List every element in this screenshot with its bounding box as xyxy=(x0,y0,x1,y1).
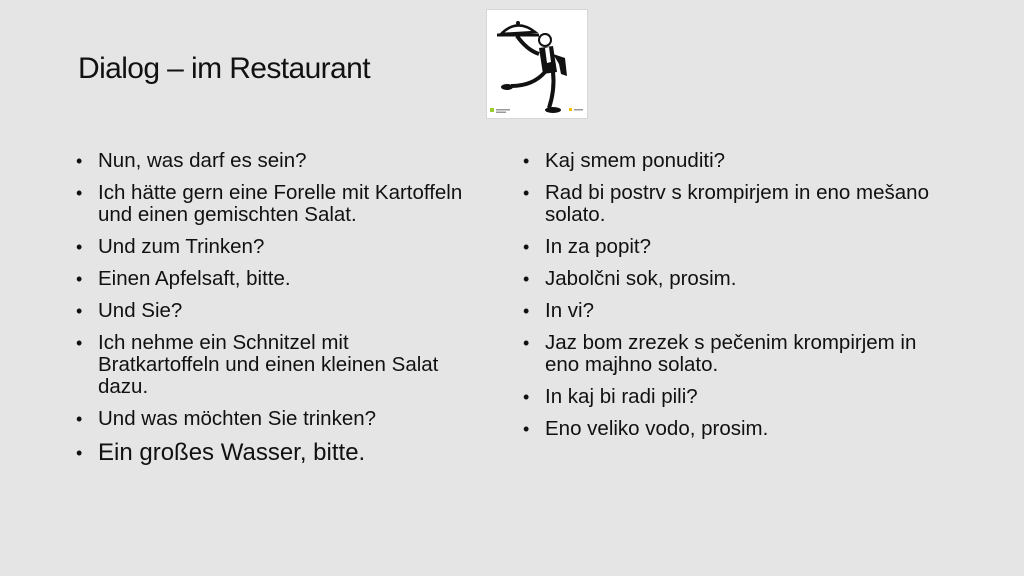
list-item xyxy=(521,268,941,290)
list-item-text: Ich nehme ein Schnitzel mit Bratkartoffeln und einen kleinen Salat dazu. xyxy=(98,331,439,398)
list-item-text: Und Sie? xyxy=(98,299,183,322)
list-item xyxy=(521,150,941,172)
bullet-icon: • xyxy=(76,151,83,171)
list-item-text: Ein großes Wasser, bitte. xyxy=(98,439,366,466)
bullet-icon: • xyxy=(523,419,530,439)
list-item xyxy=(521,300,941,322)
bullet-icon: • xyxy=(523,333,530,353)
bullet-icon: • xyxy=(76,301,83,321)
list-item xyxy=(521,386,941,408)
bullet-icon: • xyxy=(76,333,83,353)
bullet-icon: • xyxy=(76,409,83,429)
bullet-icon: • xyxy=(523,387,530,407)
bullet-icon: • xyxy=(523,183,530,203)
bullet-icon: • xyxy=(76,237,83,257)
list-item xyxy=(74,408,474,430)
list-item xyxy=(74,300,474,322)
list-item-text: Ich hätte gern eine Forelle mit Kartoffeln und einen gemischten Salat. xyxy=(98,181,463,226)
list-item-text: Rad bi postrv s krompirjem in eno mešano solato. xyxy=(545,181,929,226)
bullet-icon: • xyxy=(523,269,530,289)
list-item xyxy=(74,182,474,226)
list-item xyxy=(74,150,474,172)
list-item-text: In kaj bi radi pili? xyxy=(545,385,698,408)
list-item-text: Und zum Trinken? xyxy=(98,235,265,258)
list-item xyxy=(74,332,474,398)
german-dialog-list xyxy=(74,150,474,476)
waiter-with-tray-clipart-icon xyxy=(487,10,587,118)
list-item-text: Eno veliko vodo, prosim. xyxy=(545,417,769,440)
bullet-icon: • xyxy=(523,301,530,321)
list-item xyxy=(74,236,474,258)
list-item xyxy=(521,182,941,226)
bullet-icon: • xyxy=(76,269,83,289)
bullet-icon: • xyxy=(523,151,530,171)
list-item-text: Jabolčni sok, prosim. xyxy=(545,267,737,290)
list-item-text: In za popit? xyxy=(545,235,651,258)
list-item-text: Und was möchten Sie trinken? xyxy=(98,407,377,430)
bullet-icon: • xyxy=(76,443,83,463)
list-item xyxy=(521,332,941,376)
slovenian-dialog-list xyxy=(521,150,941,450)
list-item xyxy=(521,236,941,258)
slide-title: Dialog – im Restaurant xyxy=(78,52,370,85)
list-item xyxy=(74,268,474,290)
bullet-icon: • xyxy=(523,237,530,257)
list-item xyxy=(521,418,941,440)
list-item-text: Kaj smem ponuditi? xyxy=(545,149,726,172)
list-item xyxy=(74,440,474,466)
bullet-icon: • xyxy=(76,183,83,203)
list-item-text: Jaz bom zrezek s pečenim krompirjem in eno majhno solato. xyxy=(545,331,917,376)
list-item-text: Nun, was darf es sein? xyxy=(98,149,307,172)
list-item-text: In vi? xyxy=(545,299,594,322)
list-item-text: Einen Apfelsaft, bitte. xyxy=(98,267,291,290)
